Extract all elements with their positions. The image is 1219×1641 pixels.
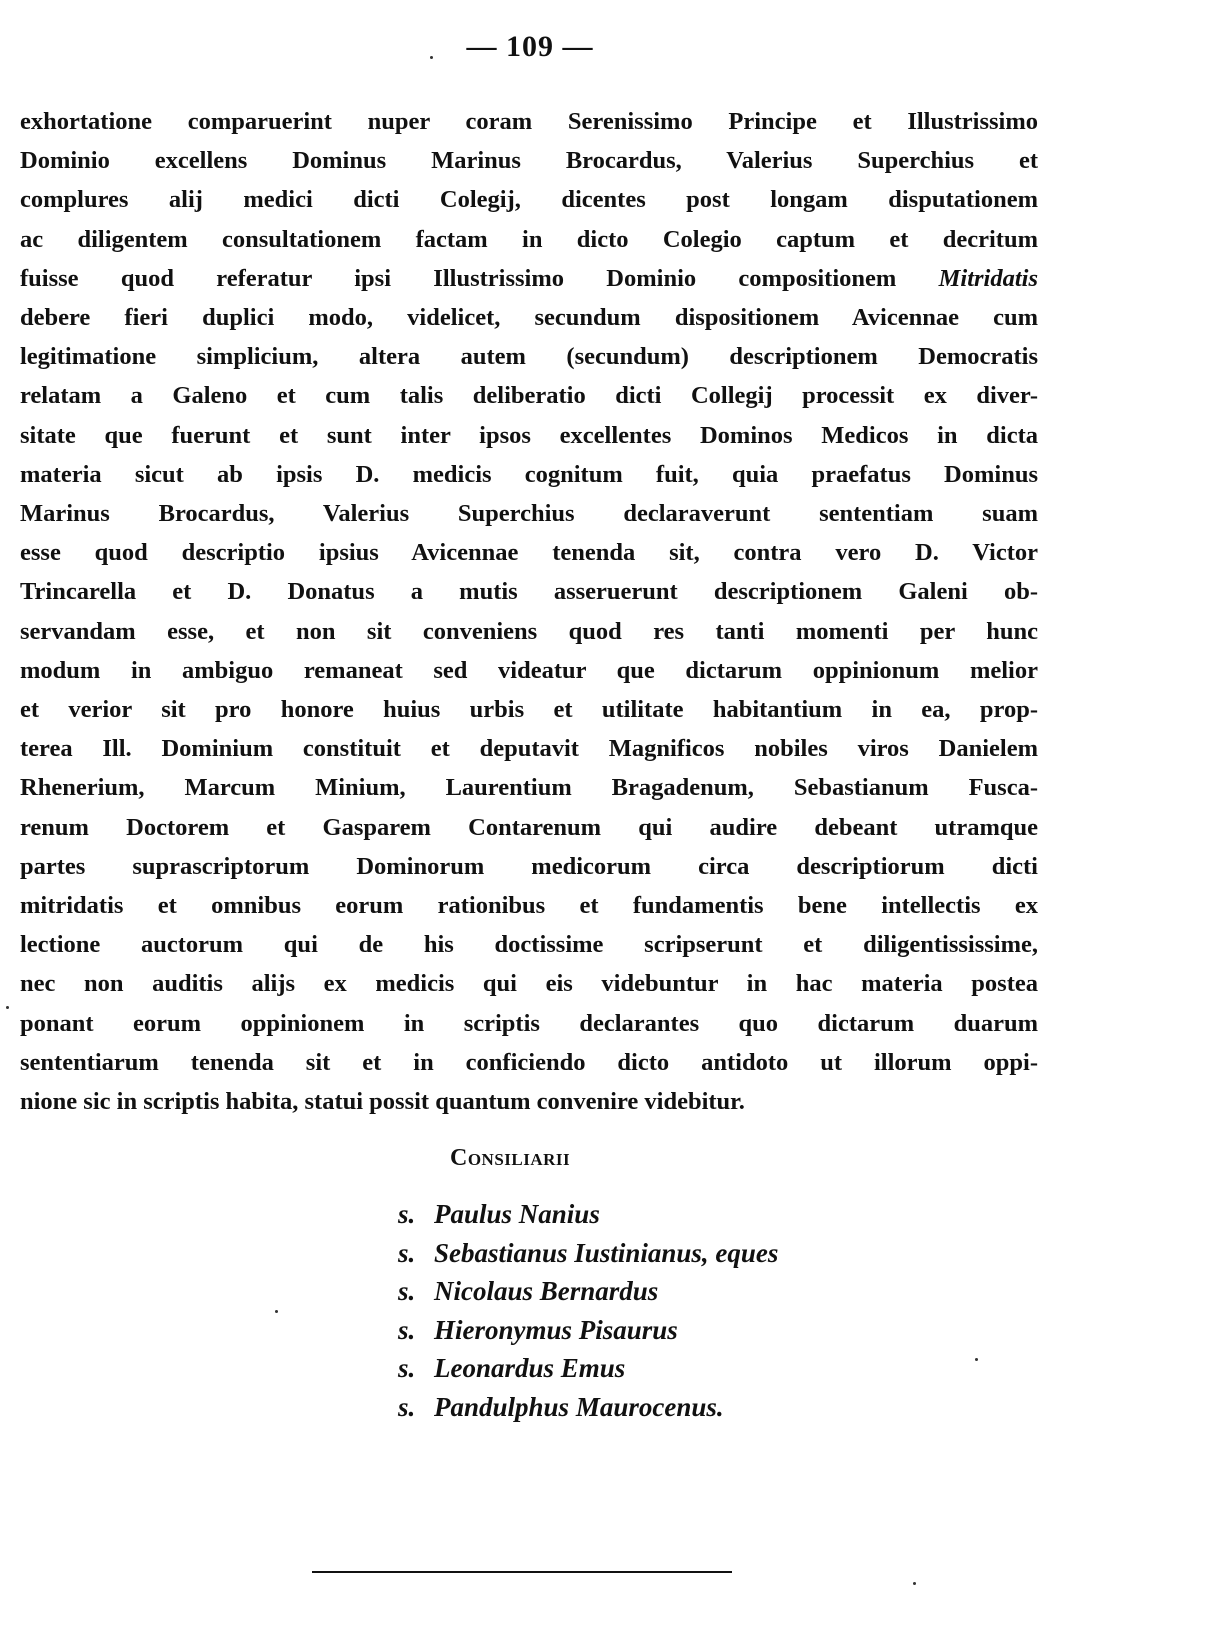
councillor-entry (398, 1195, 778, 1234)
text-line: renum Doctorem et Gasparem Contarenum qui audire debeant utramque (20, 813, 1038, 841)
text-line: ac diligentem consultationem factam in dicto Colegio captum et decritum (20, 225, 1038, 253)
print-speck (275, 1310, 278, 1313)
text-line: Dominio excellens Dominus Marinus Brocardus, Valerius Superchius et (20, 147, 1038, 175)
councillor-name: Sebastianus Iustinianus, eques (434, 1237, 779, 1268)
text-line: partes suprascriptorum Dominorum medicorum circa descriptiorum dicti (20, 852, 1038, 880)
councillor-prefix: s. (398, 1314, 416, 1345)
text-line: mitridatis et omnibus eorum rationibus et fundamentis bene intellectis ex (20, 892, 1038, 920)
councillor-prefix: s. (398, 1199, 416, 1229)
councillor-prefix: s. (398, 1237, 416, 1268)
print-speck (430, 56, 433, 59)
body-paragraph (20, 102, 1038, 1121)
print-speck (6, 1006, 9, 1009)
councillors-heading: Consiliarii (450, 1145, 571, 1171)
councillor-prefix: s. (398, 1276, 416, 1306)
text-line: debere fieri duplici modo, videlicet, secundum dispositionem Avicennae cum (20, 304, 1038, 332)
text-line: et verior sit pro honore huius urbis et utilitate habitantium in ea, prop- (20, 696, 1038, 724)
councillor-entry (398, 1349, 778, 1388)
councillor-name: Paulus Nanius (434, 1199, 600, 1229)
councillor-entry (398, 1388, 778, 1427)
text-line: servandam esse, et non sit conveniens quod res tanti momenti per hunc (20, 617, 1038, 645)
text-line: esse quod descriptio ipsius Avicennae tenenda sit, contra vero D. Victor (20, 539, 1038, 567)
text-line: lectione auctorum qui de his doctissime scripserunt et diligentississime, (20, 931, 1038, 959)
print-speck (913, 1582, 916, 1585)
councillor-name: Nicolaus Bernardus (434, 1276, 659, 1306)
text-line: Trincarella et D. Donatus a mutis asseruerunt descriptionem Galeni ob- (20, 578, 1038, 606)
text-line: Marinus Brocardus, Valerius Superchius declaraverunt sententiam suam (20, 500, 1038, 528)
text-line: legitimatione simplicium, altera autem (secundum) descriptionem Democratis (20, 343, 1038, 371)
councillors-list (398, 1195, 778, 1426)
text-line: terea Ill. Dominium constituit et deputavit Magnificos nobiles viros Danielem (20, 735, 1038, 763)
councillor-name: Pandulphus Maurocenus. (434, 1391, 724, 1422)
councillor-entry (398, 1272, 778, 1311)
italic-word: Mitridatis (938, 264, 1039, 292)
councillor-name: Leonardus Emus (434, 1353, 626, 1383)
text-line: nec non auditis alijs ex medicis qui eis videbuntur in hac materia postea (20, 970, 1038, 998)
councillor-entry (398, 1311, 778, 1350)
councillor-name: Hieronymus Pisaurus (434, 1314, 678, 1345)
footer-rule (312, 1571, 732, 1573)
print-speck (975, 1358, 978, 1361)
text-line: sitate que fuerunt et sunt inter ipsos excellentes Dominos Medicos in dicta (20, 421, 1038, 449)
text-line: ponant eorum oppinionem in scriptis declarantes quo dictarum duarum (20, 1009, 1038, 1037)
text-line: Rhenerium, Marcum Minium, Laurentium Bragadenum, Sebastianum Fusca- (20, 774, 1038, 802)
text-line: materia sicut ab ipsis D. medicis cognitum fuit, quia praefatus Dominus (20, 460, 1038, 488)
page-number: — 109 — (466, 30, 594, 63)
text-line: relatam a Galeno et cum talis deliberatio dicti Collegij processit ex diver- (20, 382, 1038, 410)
councillor-prefix: s. (398, 1353, 416, 1383)
text-line-segment: fuisse quod referatur ipsi Illustrissimo Dominio compositionem (20, 264, 897, 292)
text-line: sententiarum tenenda sit et in conficiendo dicto antidoto ut illorum oppi- (20, 1048, 1038, 1076)
text-line: modum in ambiguo remaneat sed videatur que dictarum oppinionum melior (20, 656, 1038, 684)
councillor-prefix: s. (398, 1391, 416, 1422)
text-line: nione sic in scriptis habita, statui possit quantum convenire videbitur. (20, 1088, 745, 1116)
text-line: complures alij medici dicti Colegij, dicentes post longam disputationem (20, 186, 1038, 214)
councillor-entry (398, 1234, 778, 1273)
text-line (20, 259, 1038, 298)
text-line: exhortatione comparuerint nuper coram Serenissimo Principe et Illustrissimo (20, 108, 1038, 135)
